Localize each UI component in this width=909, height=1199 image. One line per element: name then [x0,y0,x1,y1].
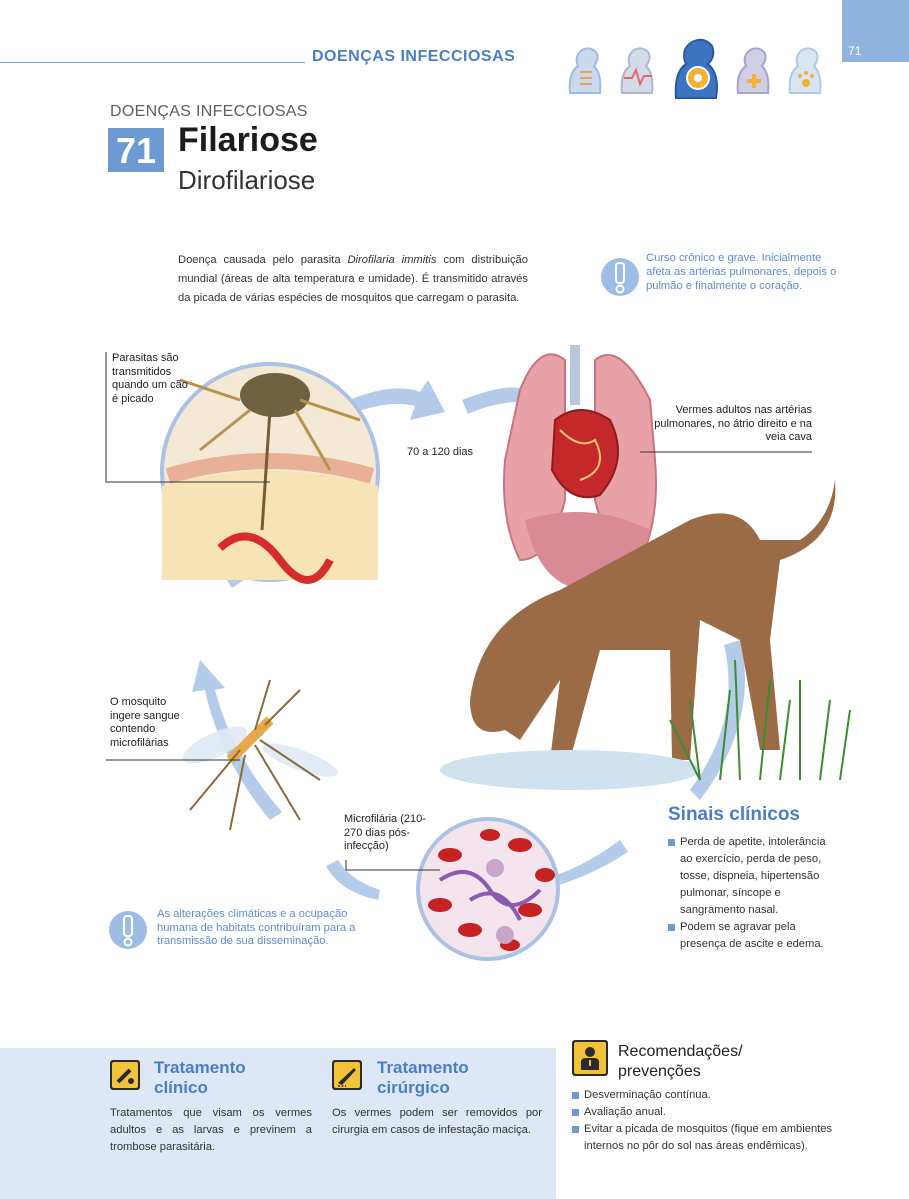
treatment-clinical-title-line2: clínico [154,1078,208,1097]
dog-heartbeat-icon [612,38,662,98]
intro-paragraph [178,251,528,308]
chapter-title: Filariose [178,121,318,159]
section-title: DOENÇAS INFECCIOSAS [312,48,516,65]
treatment-clinical-title-line1: Tratamento [154,1058,246,1077]
cycle-note-days: 70 a 120 dias [407,446,474,458]
list-item: Desverminação contínua. [572,1087,842,1104]
exclamation-icon [600,257,640,297]
treatment-surgical-title [377,1058,469,1098]
chapter-number: 71 [108,128,164,172]
recommendations-title-line1: Recomendações/ [618,1043,743,1060]
alert-top-text: Curso crônico e grave. Inicialmente afeta as artérias pulmonares, depois o pulmão e finalmente o coração. [646,252,837,292]
intro-text-end: com distribuição mundial (áreas de alta temperatura e umidade). É transmitido através da picada de várias espécies de mosquitos que carregam o parasita. [178,254,528,304]
chapter-kicker: DOENÇAS INFECCIOSAS [110,103,308,120]
treatment-surgical-title-line2: cirúrgico [377,1078,450,1097]
dog-plus-icon [728,38,778,98]
recommendations-title [618,1042,743,1082]
scalpel-icon [332,1060,362,1090]
header-rule [0,62,305,63]
cycle-note-transmission: Parasitas são transmitidos quando um cão é picado [112,352,188,405]
person-icon [572,1040,608,1076]
treatment-clinical-title [154,1058,246,1098]
dog-virus-icon [664,30,728,102]
treatment-surgical-text: Os vermes podem ser removidos por cirurgia em casos de infestação maciça. [332,1107,542,1136]
page-number-tab [842,0,909,62]
syringe-pills-icon [110,1060,140,1090]
list-item: Evitar a picada de mosquitos (fique em ambientes internos no pôr do sol nas áreas endêmicas). [572,1121,842,1155]
dog-skeleton-icon [560,38,610,98]
chapter-subtitle: Dirofilariose [178,165,316,195]
clinical-signs-list [668,834,838,953]
cycle-note-mosquito: O mosquito ingere sangue contendo microfilárias [110,696,180,749]
recommendations-title-line2: prevenções [618,1063,701,1080]
treatment-surgical-title-line1: Tratamento [377,1058,469,1077]
species-name: Dirofilaria immitis [347,254,437,266]
alert-bottom-text: As alterações climáticas e a ocupação humana de habitats contribuíram para a transmissão de sua disseminação. [157,908,356,947]
page-number: 71 [848,44,862,58]
intro-text-start: Doença causada pelo parasita [178,254,348,266]
list-item: Perda de apetite, intolerância ao exercício, perda de peso, tosse, dispneia, hipertensão pulmonar, síncope e sangramento nasal. [668,834,838,919]
exclamation-icon [108,910,148,950]
cycle-note-adult-worms: Vermes adultos nas artérias pulmonares, no átrio direito e na veia cava [654,404,812,443]
cycle-note-microfilaria: Microfilária (210-270 dias pós-infecção) [344,813,426,852]
dog-paw-icon [780,38,830,98]
list-item: Podem se agravar pela presença de ascite e edema. [668,919,838,953]
treatment-clinical-text: Tratamentos que visam os vermes adultos e as larvas e previnem a trombose parasitária. [110,1107,312,1153]
list-item: Avaliação anual. [572,1104,842,1121]
recommendations-list [572,1087,842,1155]
clinical-signs-title: Sinais clínicos [668,804,800,825]
